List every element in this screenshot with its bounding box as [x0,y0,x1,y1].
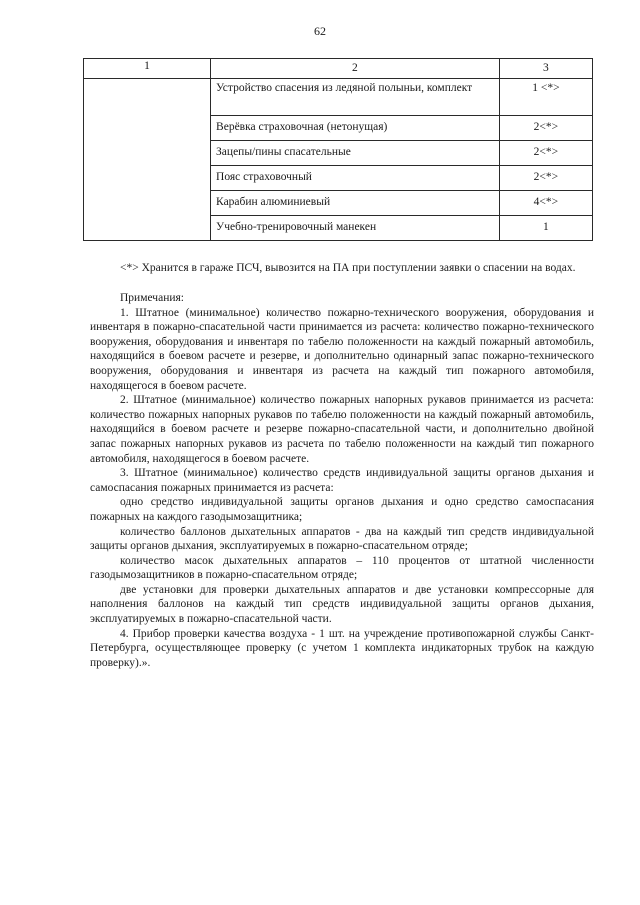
note-paragraph: одно средство индивидуальной защиты органов дыхания и одно средство самоспасания пожарных на каждого газодымозащитника; [90,496,594,523]
item-cell: Карабин алюминиевый [211,191,500,216]
item-cell: Устройство спасения из ледяной полыньи, комплект [211,79,500,116]
note-paragraph: 1. Штатное (минимальное) количество пожарно-технического вооружения, оборудования и инвентаря в пожарно-спасательной части принимается из расчета: количество пожарно-технического вооружения, оборудования и инвентаря по табелю положенности на каждый пожарный автомобиль, находящийся в боевом расчете и резерве, и дополнительно одинарный запас пожарно-технического вооружения, оборудования и инвентаря из расчета на каждый тип пожарного автомобиля, находящегося в боевом расчете. [90,306,594,392]
note-paragraph: 3. Штатное (минимальное) количество средств индивидуальной защиты органов дыхания и самоспасания пожарных принимается из расчета: [90,467,594,494]
qty-cell: 1 <*> [499,79,592,116]
footnote-block [90,261,594,276]
header-col-3: 3 [499,59,592,79]
item-cell: Верёвка страховочная (нетонущая) [211,116,500,141]
table-header-row [84,59,593,79]
page-number: 62 [314,24,326,38]
item-cell: Учебно-тренировочный манекен [211,216,500,241]
qty-cell: 2<*> [499,166,592,191]
header-col-1: 1 [84,59,211,79]
qty-cell: 1 [499,216,592,241]
note-paragraph: 4. Прибор проверки качества воздуха - 1 шт. на учреждение противопожарной службы Санкт-Петербурга, осуществляющее проверку (с учетом 1 комплекта индикаторных трубок на каждую проверку).». [90,627,594,669]
qty-cell: 2<*> [499,116,592,141]
note-paragraph: количество масок дыхательных аппаратов – 110 процентов от штатной численности газодымозащитников в пожарно-спасательном отряде; [90,554,594,582]
notes-title: Примечания: [120,292,184,304]
note-paragraph: количество баллонов дыхательных аппаратов - два на каждый тип средств индивидуальной защиты органов дыхания, эксплуатируемых в пожарно-спасательном отряде; [90,525,594,553]
item-cell: Зацепы/пины спасательные [211,141,500,166]
qty-cell: 2<*> [499,141,592,166]
header-col-2: 2 [211,59,500,79]
merged-empty-cell [84,79,211,241]
item-cell: Пояс страховочный [211,166,500,191]
notes-section [90,291,594,670]
note-paragraph: две установки для проверки дыхательных аппаратов и две установки компрессорные для наполнения баллонов на каждый тип средств индивидуальной защиты органов дыхания, эксплуатируемых в пожарно-спасательной части. [90,583,594,626]
equipment-table [83,58,593,241]
note-paragraph: 2. Штатное (минимальное) количество пожарных напорных рукавов принимается из расчета: количество пожарных напорных рукавов по табелю положенности на каждый пожарный автомобиль, находящийся в боевом расчете и резерве пожарно-спасательной части, и дополнительно двойной запас пожарных напорных рукавов из расчета по табелю положенности на каждый тип пожарного автомобиля, находящегося в боевом расчете. [90,394,594,465]
table-row [84,79,593,116]
qty-cell: 4<*> [499,191,592,216]
footnote-text: <*> Хранится в гараже ПСЧ, вывозится на ПА при поступлении заявки о спасении на водах. [120,262,576,274]
